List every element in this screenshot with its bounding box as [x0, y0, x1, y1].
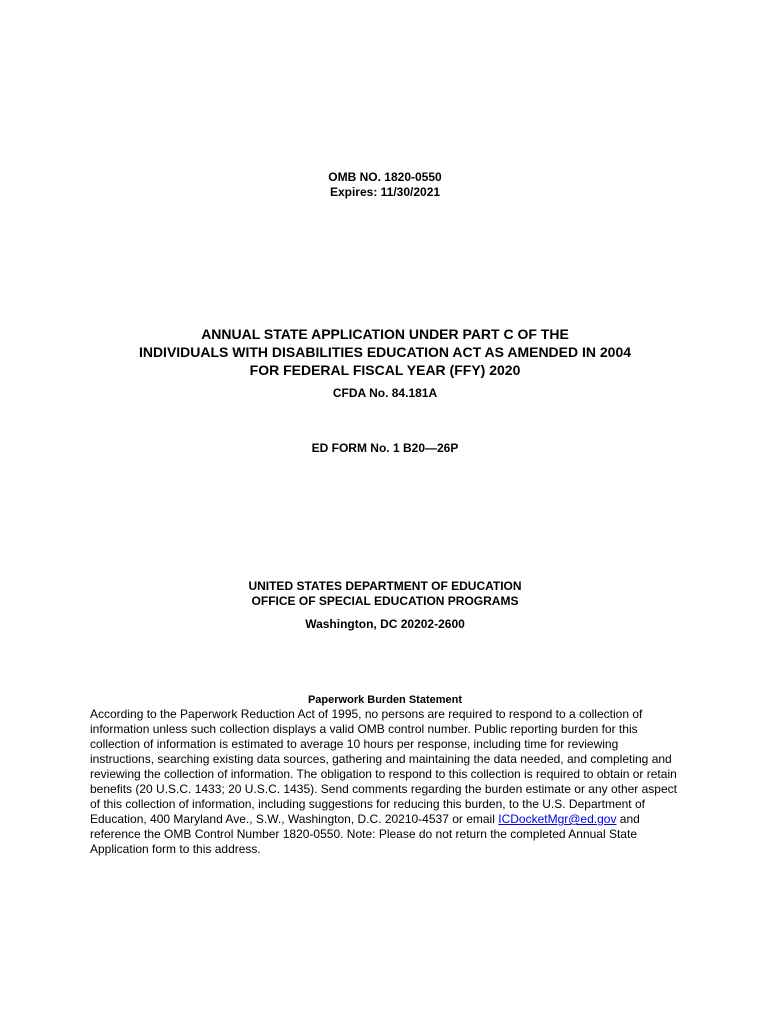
email-link[interactable]: ICDocketMgr@ed.gov [498, 812, 617, 826]
office-name: OFFICE OF SPECIAL EDUCATION PROGRAMS [251, 594, 519, 608]
title-line-3: FOR FEDERAL FISCAL YEAR (FFY) 2020 [249, 362, 521, 378]
document-title [0, 325, 770, 379]
title-line-2: INDIVIDUALS WITH DISABILITIES EDUCATION ACT AS AMENDED IN 2004 [138, 344, 632, 360]
department-name: UNITED STATES DEPARTMENT OF EDUCATION [248, 579, 522, 593]
paperwork-burden-statement [90, 707, 682, 857]
title-line-1: ANNUAL STATE APPLICATION UNDER PART C OF THE [201, 326, 569, 342]
department-address: Washington, DC 20202-2600 [305, 617, 465, 631]
statement-text-start: According to the Paperwork Reduction Act of 1995, no persons are required to respond to a collection of information unless such collection displays a valid OMB control number. Public reporting burden for this collection of information is estimated to average 10 hours per response, including time for reviewing instructions, searching existing data sources, gathering and maintaining the data needed, and completing and reviewing the collection of information. The obligation to respond to this collection is required to obtain or retain benefits (20 U.S.C. 1433; 20 U.S.C. 1435). Send comments regarding the burden estimate or any other aspect of this collection of information, including suggestions for reducing this burden, to the U.S. Department of Education, 400 Maryland Ave., S.W., Washington, D.C. 20210-4537 or email [90, 707, 677, 826]
statement-text-end: and reference the OMB Control Number 1820-0550. Note: Please do not return the completed Annual State Application form to this address. [90, 812, 640, 856]
omb-number: OMB NO. 1820-0550 [328, 170, 442, 184]
department-block [0, 579, 770, 609]
ed-form-number: ED FORM No. 1 B20—26P [311, 441, 459, 455]
paperwork-burden-heading: Paperwork Burden Statement [307, 694, 463, 706]
cfda-number: CFDA No. 84.181A [332, 386, 438, 400]
omb-header [0, 170, 770, 200]
omb-expiration: Expires: 11/30/2021 [329, 185, 441, 199]
